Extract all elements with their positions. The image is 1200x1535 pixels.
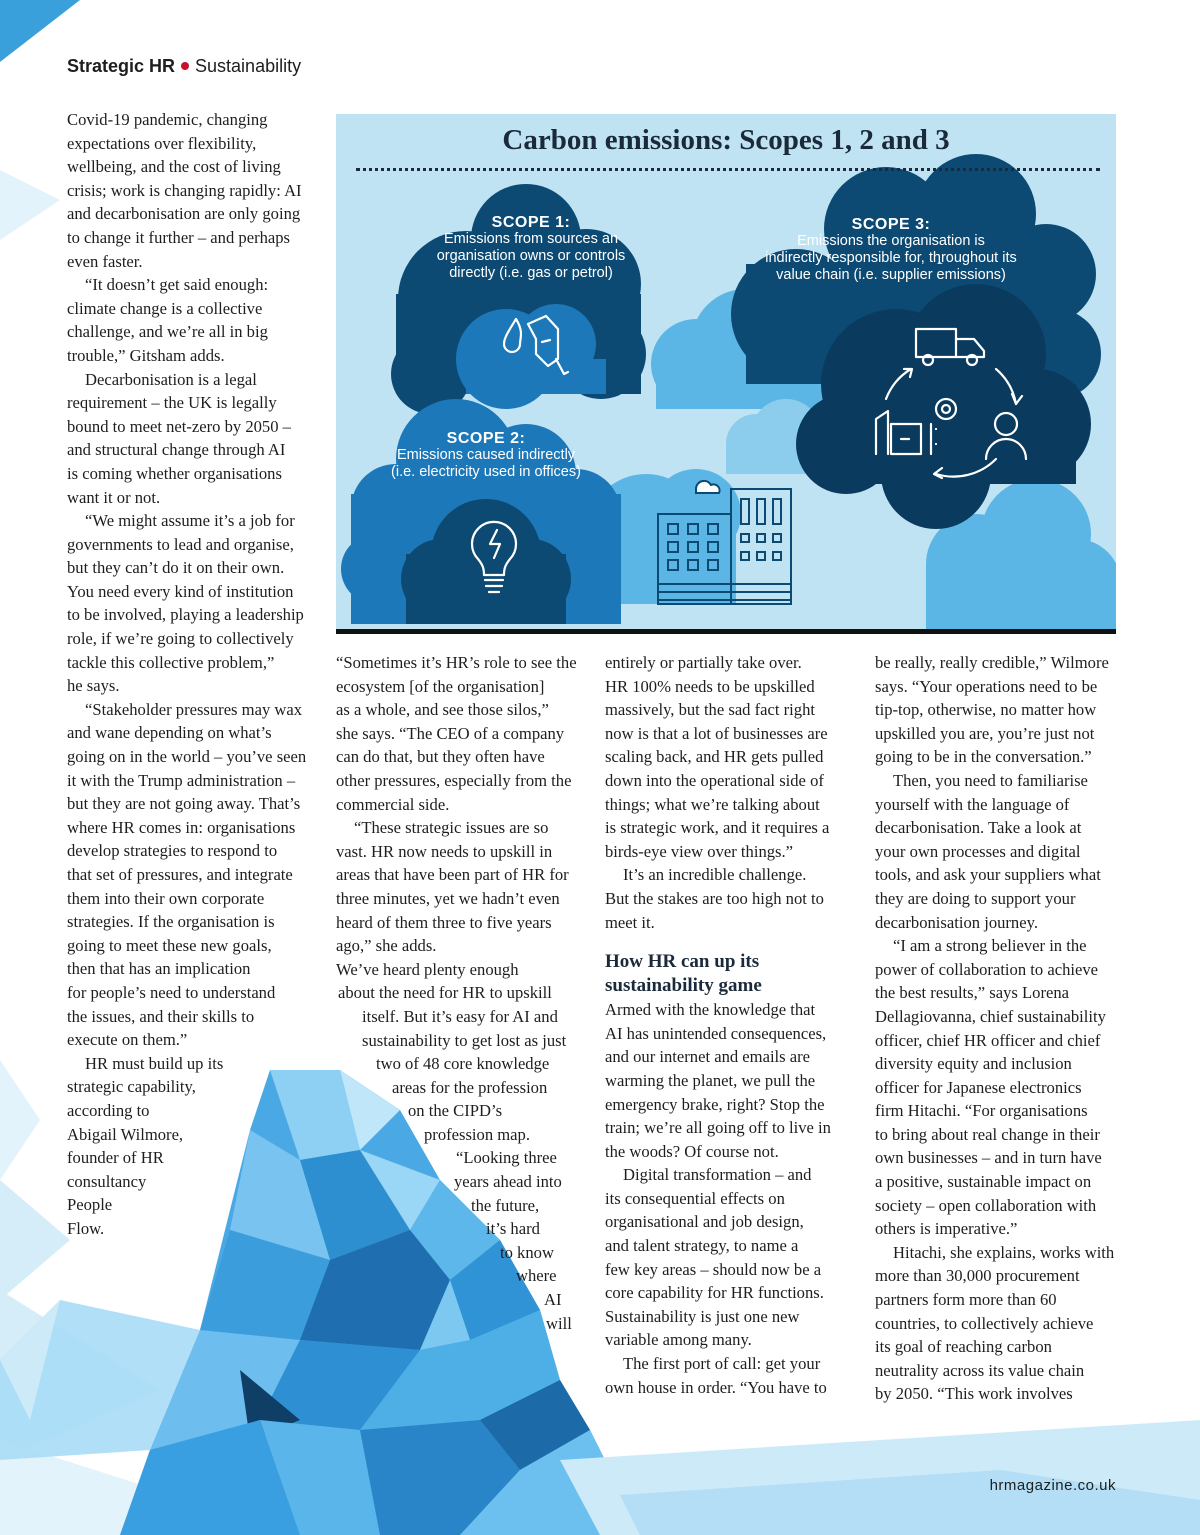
text-line: others is imperative.” xyxy=(875,1219,1018,1239)
scope2-text-line: Emissions caused indirectly xyxy=(396,447,576,463)
text-line: your own processes and digital xyxy=(875,841,1081,861)
scope2-title: SCOPE 2: xyxy=(446,430,526,447)
text-line: Covid-19 pandemic, changing xyxy=(67,110,268,129)
text-line: organisational and job design, xyxy=(605,1212,804,1232)
text-line: to be involved, playing a leadership xyxy=(67,605,304,625)
text-line: “We might assume it’s a job for xyxy=(85,511,295,531)
text-line: them into their own corporate xyxy=(67,888,265,908)
paragraph xyxy=(67,368,312,510)
text-line: is strategic work, and it requires a xyxy=(605,818,830,838)
text-line: Abigail Wilmore, xyxy=(67,1124,184,1144)
scope1-label xyxy=(416,214,646,282)
text-line: years ahead into xyxy=(454,1172,562,1192)
text-line: says. “Your operations need to be xyxy=(875,676,1098,696)
text-line: its goal of reaching carbon xyxy=(875,1337,1052,1357)
text-line: warming the planet, we pull the xyxy=(605,1070,816,1090)
text-line: even faster. xyxy=(67,251,143,271)
text-line: commercial side. xyxy=(336,794,450,814)
text-line: and our internet and emails are xyxy=(605,1047,811,1067)
infographic-bottom-rule xyxy=(336,629,1116,634)
text-line: to change it further – and perhaps xyxy=(67,227,291,247)
text-line: But the stakes are too high not to xyxy=(605,888,824,908)
subheading-line: How HR can up its xyxy=(605,951,760,973)
text-line: Sustainability is just one new xyxy=(605,1306,800,1326)
text-line: a positive, sustainable impact on xyxy=(875,1172,1092,1192)
paragraph xyxy=(875,1241,1120,1406)
section-dot-icon xyxy=(181,62,189,70)
text-line: “It doesn’t get said enough: xyxy=(85,275,269,295)
text-line: “These strategic issues are so xyxy=(354,818,549,838)
section-subheading xyxy=(605,950,850,998)
article-column-2 xyxy=(336,651,581,1335)
cloud-illustration xyxy=(336,114,1116,634)
text-line: Digital transformation – and xyxy=(623,1165,812,1185)
text-line: more than 30,000 procurement xyxy=(875,1266,1080,1286)
text-line: decarbonisation journey. xyxy=(875,912,1038,932)
text-line: but they are not going away. That’s xyxy=(67,794,301,814)
text-line: ecosystem [of the organisation] xyxy=(336,676,545,696)
text-line: two of 48 core knowledge xyxy=(376,1054,550,1074)
text-line: the issues, and their skills to xyxy=(67,1006,255,1026)
text-line: strategies. If the organisation is xyxy=(67,912,275,932)
text-line: he says. xyxy=(67,676,120,696)
text-line: HR must build up its xyxy=(85,1053,224,1073)
text-line: be really, really credible,” Wilmore xyxy=(875,653,1109,672)
text-line: AI has unintended consequences, xyxy=(605,1023,827,1043)
text-line: going to be in the conversation.” xyxy=(875,747,1092,767)
text-line: HR 100% needs to be upskilled xyxy=(605,676,815,696)
text-line: they are doing to support your xyxy=(875,888,1076,908)
text-line: Decarbonisation is a legal xyxy=(85,369,257,389)
text-line: will xyxy=(546,1313,572,1333)
text-line: “Sometimes it’s HR’s role to see the xyxy=(336,653,577,672)
paragraph xyxy=(67,1052,312,1241)
text-line: profession map. xyxy=(424,1124,530,1144)
text-line: and structural change through AI xyxy=(67,440,286,460)
scope3-text-line: indirectly responsible for, throughout its xyxy=(765,250,1017,266)
text-line: three minutes, yet we hadn’t even xyxy=(336,888,560,908)
text-line: down into the operational side of xyxy=(605,770,824,790)
text-line: ago,” she adds. xyxy=(336,936,437,956)
text-line: core capability for HR functions. xyxy=(605,1283,824,1303)
text-line: is coming whether organisations xyxy=(67,463,282,483)
text-line: that set of pressures, and integrate xyxy=(67,865,293,884)
text-line: partners form more than 60 xyxy=(875,1290,1057,1310)
paragraph xyxy=(67,698,312,1052)
text-line: the best results,” says Lorena xyxy=(875,983,1069,1003)
text-line: tools, and ask your suppliers what xyxy=(875,865,1101,885)
text-line: emergency brake, right? Stop the xyxy=(605,1094,825,1114)
infographic-title: Carbon emissions: Scopes 1, 2 and 3 xyxy=(502,124,950,156)
text-line: birds-eye view over things.” xyxy=(605,841,794,861)
text-line: to bring about real change in their xyxy=(875,1124,1100,1144)
text-line: crisis; work is changing rapidly: AI xyxy=(67,180,302,200)
text-line: heard of them three to five years xyxy=(336,912,552,932)
paragraph xyxy=(336,816,581,958)
paragraph xyxy=(605,651,850,863)
text-line: and decarbonisation are only going xyxy=(67,204,301,224)
text-line: officer, chief HR officer and chief xyxy=(875,1030,1101,1050)
text-line: AI xyxy=(544,1290,562,1310)
text-line: climate change is a collective xyxy=(67,298,263,318)
text-line: going to meet these new goals, xyxy=(67,935,272,955)
text-line: meet it. xyxy=(605,912,655,932)
text-line: own businesses – and in turn have xyxy=(875,1148,1102,1168)
text-line: variable among many. xyxy=(605,1330,752,1350)
text-line: People xyxy=(67,1195,113,1215)
section-name: Strategic HR xyxy=(67,56,176,76)
text-line: governments to lead and organise, xyxy=(67,534,294,554)
paragraph xyxy=(605,1163,850,1352)
text-line: where xyxy=(516,1266,557,1286)
text-line: own house in order. “You have to xyxy=(605,1377,827,1397)
paragraph xyxy=(336,651,581,816)
paragraph xyxy=(605,863,850,934)
text-line: on the CIPD’s xyxy=(408,1101,503,1121)
text-line: it with the Trump administration – xyxy=(67,770,296,790)
text-line: countries, to collectively achieve xyxy=(875,1313,1094,1333)
paragraph xyxy=(67,108,312,273)
scope2-label xyxy=(376,430,596,481)
article-column-3 xyxy=(605,651,850,1399)
text-line: Dellagiovanna, chief sustainability xyxy=(875,1006,1106,1026)
text-line: It’s an incredible challenge. xyxy=(623,865,807,885)
text-line: according to xyxy=(67,1100,150,1120)
text-line: expectations over flexibility, xyxy=(67,133,257,153)
scope1-title: SCOPE 1: xyxy=(491,214,571,231)
text-line: wellbeing, and the cost of living xyxy=(67,157,281,177)
text-line: yourself with the language of xyxy=(875,794,1070,814)
paragraph xyxy=(336,958,581,1147)
subsection-name: Sustainability xyxy=(195,56,302,76)
scope1-text-line: organisation owns or controls xyxy=(436,248,626,264)
text-line: power of collaboration to achieve xyxy=(875,959,1099,979)
text-line: Then, you need to familiarise xyxy=(893,770,1088,790)
section-header xyxy=(67,56,301,77)
text-line: requirement – the UK is legally xyxy=(67,393,277,413)
paragraph xyxy=(67,509,312,698)
paragraph xyxy=(67,273,312,367)
text-line: other pressures, especially from the xyxy=(336,770,572,790)
scope1-text-line: Emissions from sources an xyxy=(443,231,619,247)
text-line: want it or not. xyxy=(67,487,161,507)
text-line: she says. “The CEO of a company xyxy=(336,723,565,743)
text-line: to know xyxy=(500,1242,554,1262)
text-line: scaling back, and HR gets pulled xyxy=(605,747,824,767)
text-line: upskilled you are, you’re just not xyxy=(875,723,1095,743)
paragraph xyxy=(875,769,1120,934)
text-line: few key areas – should now be a xyxy=(605,1259,822,1279)
text-line: challenge, and we’re all in big xyxy=(67,322,268,342)
text-line: areas that have been part of HR for xyxy=(336,865,569,885)
subheading-line: sustainability game xyxy=(605,975,762,997)
scope1-text-line: directly (i.e. gas or petrol) xyxy=(449,265,613,281)
text-line: society – open collaboration with xyxy=(875,1195,1097,1215)
text-line: consultancy xyxy=(67,1171,147,1191)
text-line: the woods? Of course not. xyxy=(605,1141,779,1161)
text-line: as a whole, and see those silos,” xyxy=(336,700,549,720)
text-line: about the need for HR to upskill xyxy=(338,983,552,1003)
text-line: neutrality across its value chain xyxy=(875,1360,1085,1380)
text-line: can do that, but they often have xyxy=(336,747,545,767)
text-line: officer for Japanese electronics xyxy=(875,1077,1082,1097)
scope3-text-line: value chain (i.e. supplier emissions) xyxy=(776,267,1006,283)
text-line: “I am a strong believer in the xyxy=(893,936,1087,956)
text-line: diversity equity and inclusion xyxy=(875,1054,1072,1074)
text-line: firm Hitachi. “For organisations xyxy=(875,1101,1088,1121)
text-line: sustainability to get lost as just xyxy=(362,1030,567,1050)
text-line: its consequential effects on xyxy=(605,1188,785,1208)
paragraph xyxy=(875,651,1120,769)
text-line: and wane depending on what’s xyxy=(67,723,272,743)
text-line: areas for the profession xyxy=(392,1077,548,1097)
carbon-scopes-infographic xyxy=(336,114,1116,634)
text-line: massively, but the sad fact right xyxy=(605,700,815,720)
paragraph xyxy=(605,1352,850,1399)
text-line: itself. But it’s easy for AI and xyxy=(362,1006,558,1026)
text-line: for people’s need to understand xyxy=(67,982,276,1002)
text-line: Hitachi, she explains, works with xyxy=(893,1242,1115,1262)
scope3-title: SCOPE 3: xyxy=(851,216,931,233)
text-line: founder of HR xyxy=(67,1148,164,1168)
paragraph xyxy=(605,998,850,1163)
text-line: then that has an implication xyxy=(67,959,251,979)
text-line: You need every kind of institution xyxy=(67,581,294,601)
title-dotted-divider xyxy=(356,168,1100,171)
text-line: “Stakeholder pressures may wax xyxy=(85,699,303,719)
text-line: it’s hard xyxy=(486,1219,540,1239)
site-url: hrmagazine.co.uk xyxy=(989,1477,1116,1494)
text-line: where HR comes in: organisations xyxy=(67,817,296,837)
text-line: vast. HR now needs to upskill in xyxy=(336,841,553,861)
text-line: by 2050. “This work involves xyxy=(875,1384,1073,1404)
text-line: Flow. xyxy=(67,1218,105,1238)
text-line: entirely or partially take over. xyxy=(605,653,802,672)
text-line: develop strategies to respond to xyxy=(67,841,278,861)
text-line: strategic capability, xyxy=(67,1077,196,1097)
text-line: going on in the world – you’ve seen xyxy=(67,747,307,767)
text-line: and talent strategy, to name a xyxy=(605,1236,799,1256)
text-line: but they can’t do it on their own. xyxy=(67,558,285,578)
text-line: now is that a lot of businesses are xyxy=(605,723,828,743)
text-line: tip-top, otherwise, no matter how xyxy=(875,700,1097,720)
scope3-label xyxy=(746,216,1036,284)
paragraph xyxy=(875,934,1120,1241)
text-line: bound to meet net-zero by 2050 – xyxy=(67,416,291,436)
text-line: decarbonisation. Take a look at xyxy=(875,818,1082,838)
text-line: trouble,” Gitsham adds. xyxy=(67,345,225,365)
text-line: “Looking three xyxy=(456,1148,557,1168)
text-line: tackle this collective problem,” xyxy=(67,652,275,672)
paragraph xyxy=(336,1146,581,1335)
text-line: things; what we’re talking about xyxy=(605,794,820,814)
text-line: role, if we’re going to collectively xyxy=(67,629,294,649)
scope2-text-line: (i.e. electricity used in offices) xyxy=(391,464,581,480)
scope3-text-line: Emissions the organisation is xyxy=(797,233,985,249)
article-column-1 xyxy=(67,108,312,1241)
text-line: The first port of call: get your xyxy=(623,1354,821,1374)
text-line: train; we’re all going off to live in xyxy=(605,1118,831,1138)
article-column-4 xyxy=(875,651,1120,1406)
text-line: execute on them.” xyxy=(67,1030,188,1050)
text-line: Armed with the knowledge that xyxy=(605,1000,816,1020)
text-line: We’ve heard plenty enough xyxy=(336,959,519,979)
text-line: the future, xyxy=(471,1195,540,1215)
